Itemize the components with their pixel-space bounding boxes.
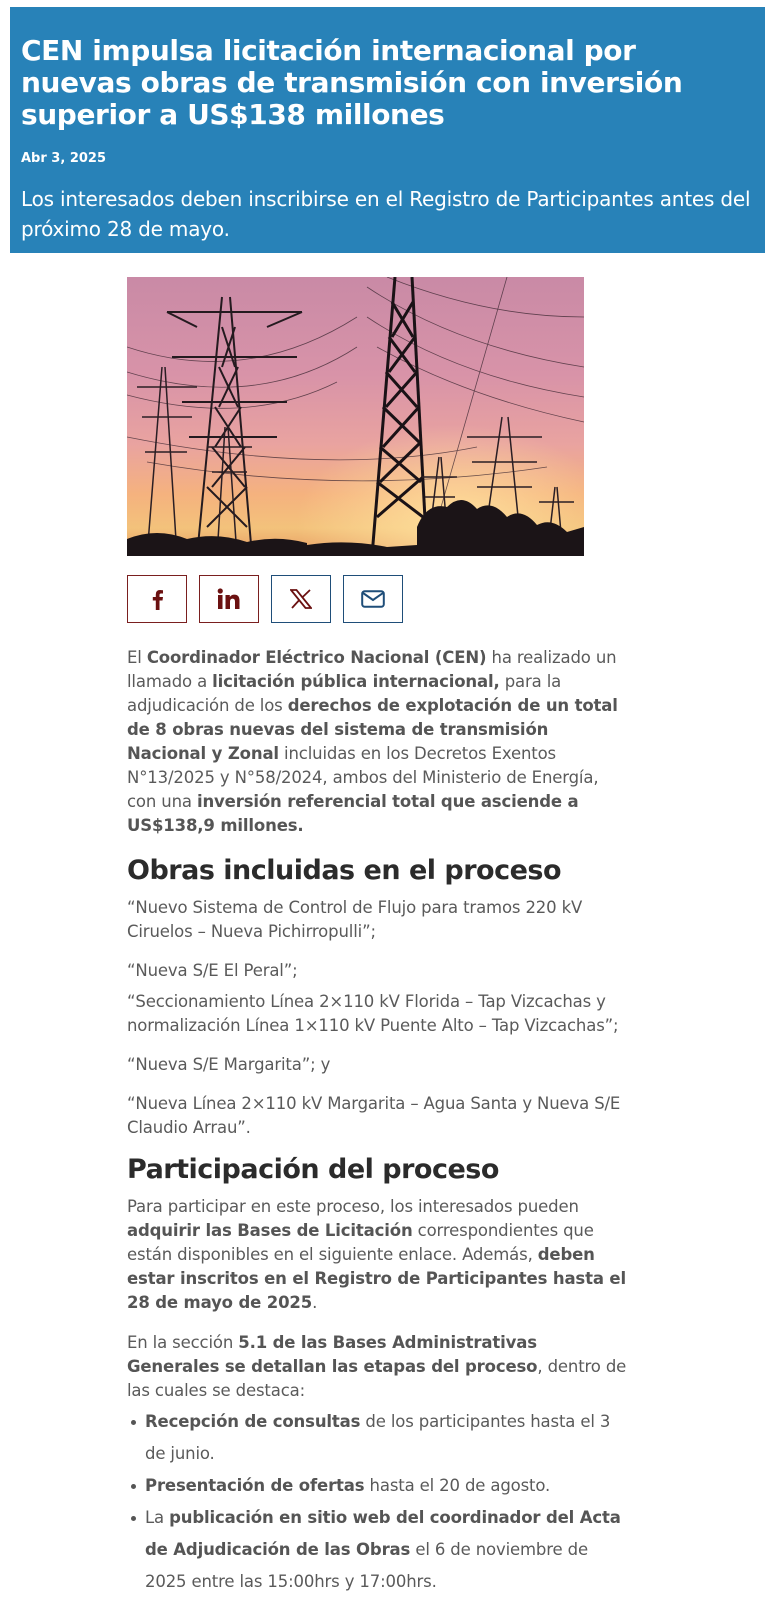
x-icon [290, 589, 312, 609]
works-item: “Nueva S/E El Peral”; [127, 961, 298, 980]
mail-icon [361, 590, 385, 608]
list-item: La publicación en sitio web del coordinador del Acta de Adjudicación de las Obras el 6 de noviembre de 2025 entre las 15:00hrs y 17:00hrs. [127, 1502, 631, 1598]
share-x-button[interactable] [271, 575, 331, 623]
article-header [10, 7, 765, 253]
works-item: “Nueva Línea 2×110 kV Margarita – Agua Santa y Nueva S/E Claudio Arrau”. [127, 1094, 621, 1137]
works-item: “Nuevo Sistema de Control de Flujo para tramos 220 kV Ciruelos – Nueva Pichirropulli”; [127, 898, 583, 941]
works-item: “Seccionamiento Línea 2×110 kV Florida – Tap Vizcachas y normalización Línea 1×110 kV Puente Alto – Tap Vizcachas”; [127, 992, 619, 1035]
article-lead: Los interesados deben inscribirse en el Registro de Participantes antes del próximo 28 de mayo. [21, 187, 751, 241]
article-body [127, 646, 631, 1598]
works-heading: Obras incluidas en el proceso [127, 855, 562, 886]
participation-heading: Participación del proceso [127, 1154, 499, 1185]
article-date: Abr 3, 2025 [21, 151, 106, 166]
participation-paragraph: Para participar en este proceso, los interesados pueden adquirir las Bases de Licitación correspondientes que están disponibles en el siguiente enlace. Además, deben estar inscritos en el Registro de Participantes hasta el 28 de mayo de 2025. [127, 1197, 626, 1312]
list-item: Presentación de ofertas hasta el 20 de agosto. [127, 1470, 631, 1502]
stages-list [127, 1406, 631, 1598]
article-title: CEN impulsa licitación internacional por nuevas obras de transmisión con inversión superior a US$138 millones [21, 34, 683, 131]
intro-paragraph: El Coordinador Eléctrico Nacional (CEN) ha realizado un llamado a licitación pública internacional, para la adjudicación de los derechos de explotación de un total de 8 obras nuevas del sistema de transmisión Nacional y Zonal incluidas en los Decretos Exentos N°13/2025 y N°58/2024, ambos del Ministerio de Energía, con una inversión referencial total que asciende a US$138,9 millones. [127, 648, 618, 835]
stages-paragraph: En la sección 5.1 de las Bases Administrativas Generales se detallan las etapas del proceso, dentro de las cuales se destaca: [127, 1333, 627, 1400]
transmission-towers-photo [127, 277, 584, 556]
share-facebook-button[interactable] [127, 575, 187, 623]
share-linkedin-button[interactable] [199, 575, 259, 623]
linkedin-icon [217, 588, 241, 610]
list-item: Recepción de consultas de los participantes hasta el 3 de junio. [127, 1406, 631, 1470]
works-item: “Nueva S/E Margarita”; y [127, 1055, 331, 1074]
bases-link[interactable]: adquirir las Bases de Licitación [127, 1221, 413, 1240]
share-email-button[interactable] [343, 575, 403, 623]
facebook-icon [147, 588, 167, 610]
share-buttons [127, 575, 403, 623]
